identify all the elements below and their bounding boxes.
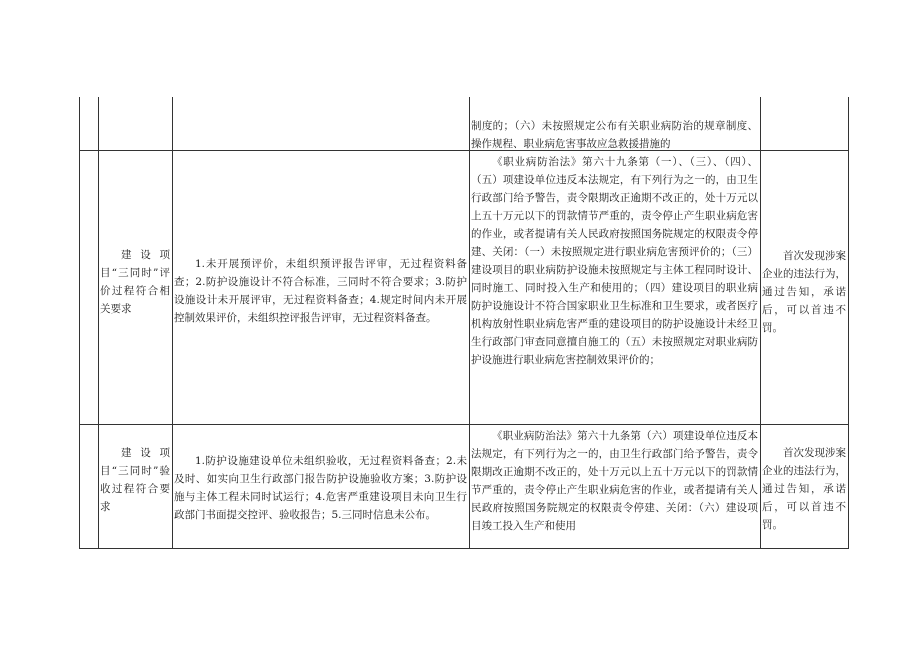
- column-border: [848, 97, 849, 549]
- row-2-remark: 首次发现涉案企业的违法行为，通过告知，承诺后，可以首违不罚。: [762, 250, 846, 334]
- column-border: [79, 97, 80, 549]
- row-2-item: 建设项目“三同时”评价过程符合相关要求: [100, 249, 170, 315]
- row-3-remark: 首次发现涉案企业的违法行为，通过告知，承诺后，可以首违不罚。: [762, 447, 846, 531]
- row-3-penalty: 《职业病防治法》第六十九条第（六）项建设单位违反本法规定，有下列行为之一的，由卫生行政部门给予警告，责令限期改正逾期不改正的，处十万元以上五十万元以下的罚款情节严重的，责令停止产生职业病危害的作业，或者提请有关人民政府按照国务院规定的权限责令停建、关闭：（六）建设项目竣工投入生产和使用: [471, 430, 758, 532]
- column-border: [98, 97, 99, 549]
- row-2-violation: 1.未开展预评价，未组织预评报告评审，无过程资料备查；2.防护设施设计不符合标准，三同时不符合要求；3.防护设施设计未开展评审，无过程资料备查；4.规定时间内未开展控制效果评价，未组织控评报告评审，无过程资料备查。: [174, 258, 467, 324]
- row-border: [79, 424, 849, 425]
- column-border: [469, 97, 470, 549]
- row-border: [79, 548, 849, 549]
- row-3-item: 建设项目“三同时”验收过程符合要求: [100, 447, 170, 513]
- row-3-violation: 1.防护设施建设单位未组织验收，无过程资料备查；2.未及时、如实向卫生行政部门报告防护设施验收方案；3.防护设施与主体工程未同时试运行；4.危害严重建设项目未向卫生行政部门书面提交控评、验收报告；5.三同时信息未公布。: [174, 455, 467, 521]
- column-border: [172, 97, 173, 549]
- row-2-penalty: 《职业病防治法》第六十九条第（一）、（三）、（四）、（五）项建设单位违反本法规定，有下列行为之一的，由卫生行政部门给予警告，责令限期改正逾期不改正的，处十万元以上五十万元以下的罚款情节严重的，责令停止产生职业病危害的作业，或者提请有关人民政府按照国务院规定的权限责令停建、关闭：（一）未按照规定进行职业病危害预评价的；（三）建设项目的职业病防护设施未按照规定与主体工程同时设计、同时施工、同时投入生产和使用的；（四）建设项目的职业病防护设施设计不符合国家职业卫生标准和卫生要求，或者医疗机构放射性职业病危害严重的建设项目的防护设施设计未经卫生行政部门审查同意擅自施工的（五）未按照规定对职业病防护设施进行职业病危害控制效果评价的；: [471, 156, 758, 366]
- row-1-penalty: 制度的；（六）未按照规定公布有关职业病防治的规章制度、操作规程、职业病危害事故应急救援措施的: [471, 120, 758, 150]
- column-border: [760, 97, 761, 549]
